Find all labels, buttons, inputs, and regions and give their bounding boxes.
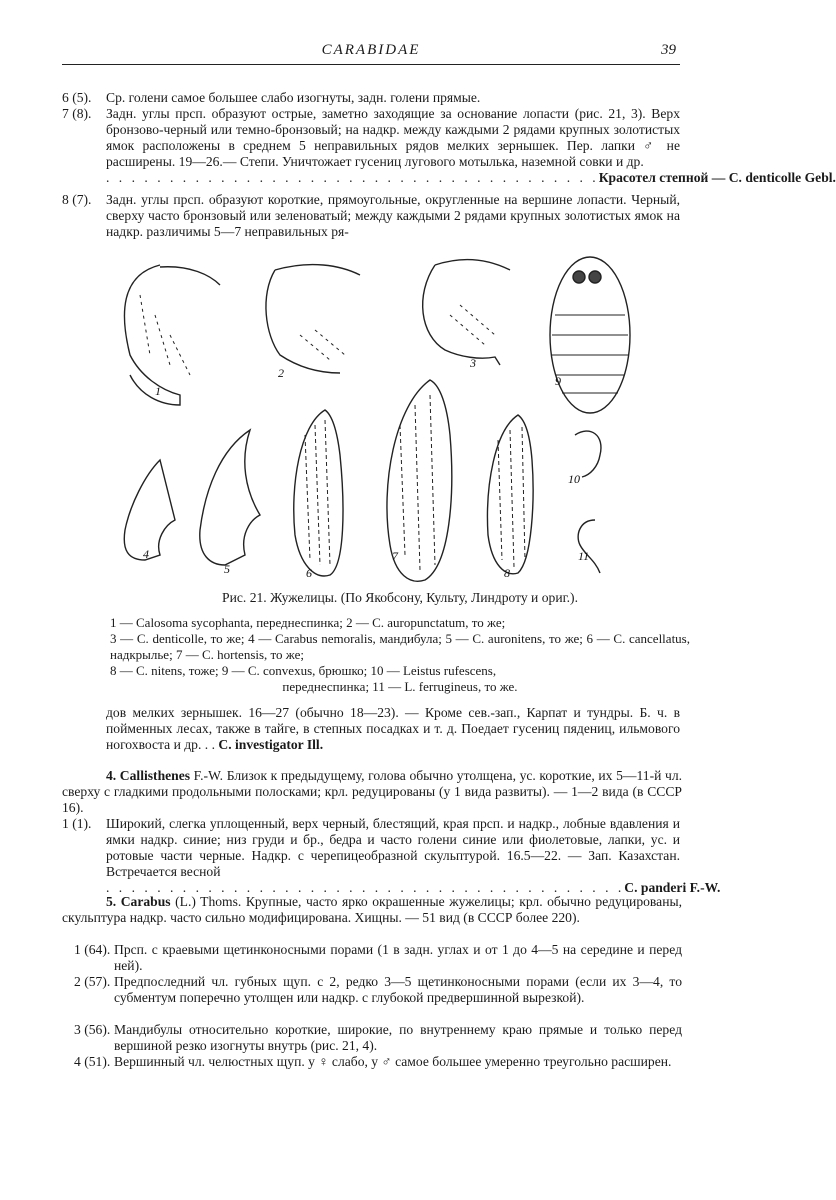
figure-legend xyxy=(110,615,690,695)
running-title: CARABIDAE xyxy=(321,42,421,58)
entry-text: Задн. углы прсп. образуют короткие, прямоугольные, округленные на вершине лопасти. Черный, сверху часто бронзовый или зеленоватый; между каждыми 2 рядами крупных золотистых ямок на надкр. различимы 5—7 неправильных ря- xyxy=(106,192,680,239)
figure-label-6: 6 xyxy=(306,566,312,580)
figure-label-2: 2 xyxy=(278,366,284,380)
entry-text: Предпоследний чл. губных щуп. с 2, редко 3—5 щетинконосными порами (если их 3—4, то субментум поперечно утолщен или надкр. с глубокой предвершинной вырезкой). xyxy=(114,974,682,1005)
entry-number: 2 (57). xyxy=(74,974,111,989)
key-entry-carabus-3 xyxy=(62,1022,682,1054)
pronotum-drawing-2 xyxy=(266,265,360,373)
key-entry-carabus-2 xyxy=(62,974,682,1006)
figure-label-7: 7 xyxy=(392,549,398,563)
species-result: C. panderi F.-W. xyxy=(624,880,721,895)
legend-line: 8 — C. nitens, тоже; 9 — C. convexus, брюшко; 10 — Leistus rufescens, xyxy=(110,663,497,678)
species-result: Красотел степной — C. denticolle Gebl. xyxy=(598,170,836,185)
figure-caption: Рис. 21. Жужелицы. (По Якобсону, Культу, Линдроту и ориг.). xyxy=(222,590,578,605)
figure-label-3: 3 xyxy=(470,356,476,370)
entry-number: 4 (51). xyxy=(74,1054,111,1069)
key-entry-carabus-4 xyxy=(62,1054,682,1070)
genus-name: 5. Carabus xyxy=(106,894,171,909)
entry-text: Прсп. с краевыми щетинконосными порами (1 в задн. углах и от 1 до 4—5 на середине и перед ней). xyxy=(114,942,682,973)
entry-number: 3 (56). xyxy=(74,1022,111,1037)
entry-text: Ср. голени самое большее слабо изогнуты, задн. голени прямые. xyxy=(106,90,481,105)
legend-line: переднеспинка; 11 — L. ferrugineus, то же. xyxy=(282,679,518,694)
figure-label-9: 9 xyxy=(555,374,561,388)
elytron-drawing-8 xyxy=(487,415,533,574)
figure-label-11: 11 xyxy=(578,549,590,563)
figure-label-1: 1 xyxy=(155,384,161,398)
mandible-drawing-5 xyxy=(200,430,260,565)
entry-text: Вершинный чл. челюстных щуп. у ♀ слабо, у ♂ самое большее умеренно треугольно расширен. xyxy=(114,1054,672,1069)
page-number: 39 xyxy=(661,42,676,58)
key-entry-carabus-1 xyxy=(62,942,682,974)
entry-number: 6 (5). xyxy=(62,90,92,105)
pronotum-drawing-1 xyxy=(124,265,220,405)
entry-number: 1 (1). xyxy=(62,816,92,831)
legend-line: 1 — Calosoma sycophanta, переднеспинка; 2 — C. auropunctatum, то же; xyxy=(110,615,506,630)
genus-carabus xyxy=(62,894,682,926)
figure-label-4: 4 xyxy=(143,547,149,561)
result-line: . . . . . . . . . . . . . . . . . . . . . . . . . . . . . . . . . . . . . . . . . C. panderi F.-W. xyxy=(106,880,721,895)
pronotum-drawing-3 xyxy=(423,260,510,365)
pronotum-outline-11 xyxy=(578,520,600,573)
genus-author: (L.) Thoms. xyxy=(175,894,242,909)
entry-text: дов мелких зернышек. 16—27 (обычно 18—23). — Кроме сев.-зап., Карпат и тундры. Б. ч. в пойменных лесах, также в тайге, в степных посадках и т. д. Поедает гусениц пядениц, ильмового ногохвоста и др. xyxy=(106,705,680,752)
key-entry-8-continued: дов мелких зернышек. 16—27 (обычно 18—23). — Кроме сев.-зап., Карпат и тундры. Б. ч. в пойменных лесах, также в тайге, в степных посадках и т. д. Поедает гусениц пядениц, ильмового ногохвоста и др. . . C. investigator Ill. xyxy=(106,705,680,752)
elytron-drawing-6 xyxy=(294,410,343,576)
mandible-drawing-4 xyxy=(124,460,175,560)
key-entry-8 xyxy=(62,192,680,240)
key-entry-7 xyxy=(62,106,836,186)
figure-label-10: 10 xyxy=(568,472,580,486)
result-line: . . . . . . . . . . . . . . . . . . . . . . . . . . . . . . . . . . . . . . . Красотел степной — C. denticolle Gebl. xyxy=(106,170,836,185)
entry-text: Широкий, слегка уплощенный, верх черный, блестящий, края прсп. и надкр., лобные вдавления и ямки надкр. синие; низ груди и бр., бедра и часто голени синие или фиолетовые, лапки, ус. и ротовые части черные. Надкр. с черепицеобразной скульптурой. 16.5—22. — Зап. Казахстан. Встречается весной xyxy=(106,816,680,879)
key-entry-6 xyxy=(62,90,680,106)
legend-line: 3 — C. denticolle, то же; 4 — Carabus nemoralis, мандибула; 5 — C. auronitens, то же; 6 — C. cancellatus, надкрылье; 7 — C. hortensis, то же; xyxy=(110,631,690,662)
genus-text: Близок к предыдущему, голова обычно утолщена, ус. короткие, их 5—11-й чл. сверху с гладкими продольными полосками; крл. редуцированы (у 1 вида развиты). — 1—2 вида (в СССР 16). xyxy=(62,768,683,815)
genus-callisthenes xyxy=(62,768,682,816)
entry-number: 1 (64). xyxy=(74,942,111,957)
genus-text: Крупные, часто ярко окрашенные жужелицы; крл. обычно редуцированы, скульптура надкр. часто сильно модифицирована. Хищны. — 51 вид (в СССР более 220). xyxy=(62,894,683,925)
figure-label-8: 8 xyxy=(504,566,510,580)
figure-21 xyxy=(100,255,700,585)
pronotum-outline-10 xyxy=(575,431,601,477)
page-header xyxy=(62,40,680,65)
entry-number: 7 (8). xyxy=(62,106,92,121)
entry-text: Задн. углы прсп. образуют острые, заметно заходящие за основание лопасти (рис. 21, 3). Верх бронзово-черный или темно-бронзовый; на надкр. между каждыми 2 рядами крупных золотистых ямок расположены в среднем 5 неправильных рядов мелких зернышек. Пер. лапки ♂ не расширены. 19—26.— Степи. Уничтожает гусениц лугового мотылька, наземной совки и др. xyxy=(106,106,680,169)
abdomen-drawing-9 xyxy=(550,257,630,413)
figure-label-5: 5 xyxy=(224,562,230,576)
key-entry-callisthenes-1 xyxy=(62,816,721,896)
genus-author: F.-W. xyxy=(193,768,224,783)
species-result: C. investigator Ill. xyxy=(218,737,324,752)
genus-name: 4. Callisthenes xyxy=(106,768,191,783)
entry-number: 8 (7). xyxy=(62,192,92,207)
entry-text: Мандибулы относительно короткие, широкие, по внутреннему краю прямые и только перед вершиной резко изогнуты внутрь (рис. 21, 4). xyxy=(114,1022,682,1053)
